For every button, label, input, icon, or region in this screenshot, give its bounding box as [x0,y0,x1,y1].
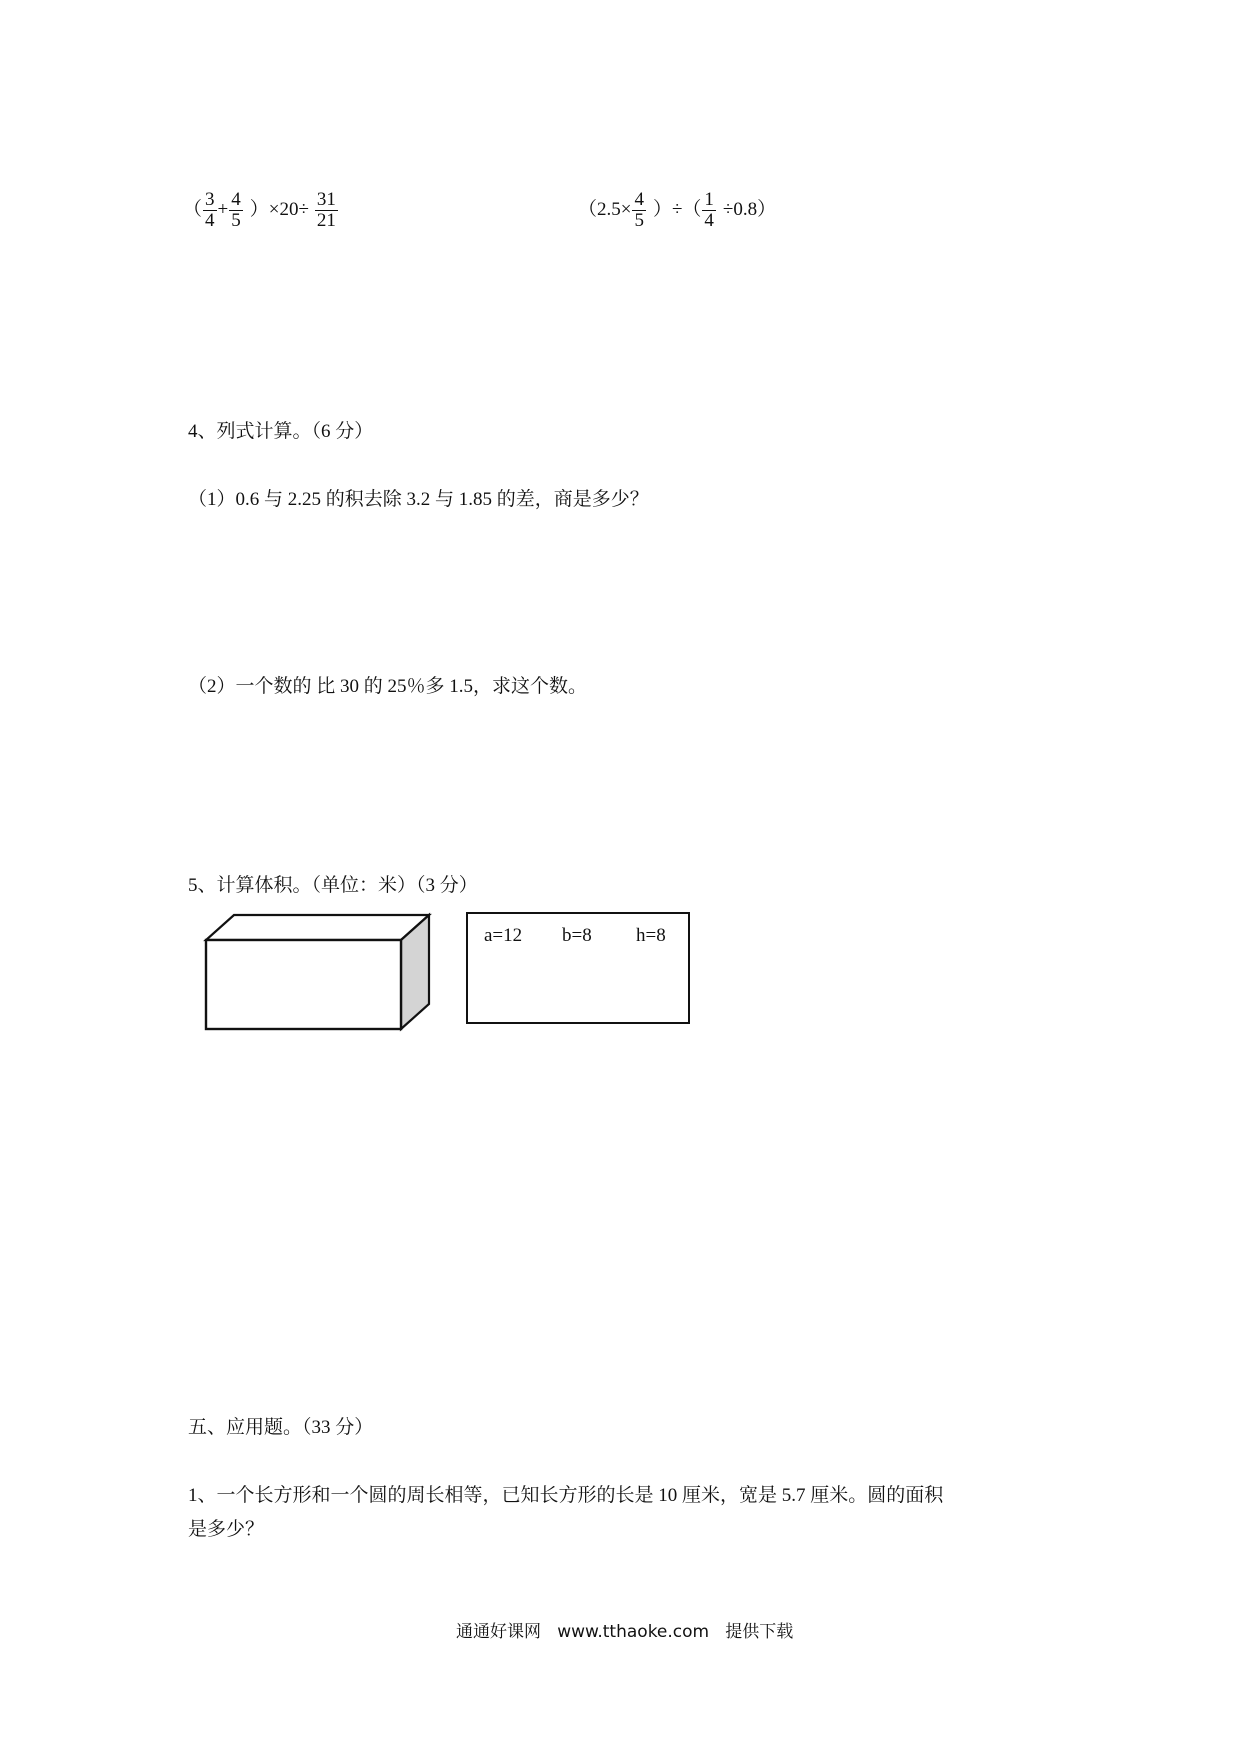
cuboid-figure [200,905,440,1035]
dimension-h: h=8 [636,925,666,946]
cuboid-top-face [206,915,429,940]
dimension-b: b=8 [562,925,592,946]
part-5-heading: 五、应用题。（33 分） [188,1417,374,1438]
dimensions-box [466,912,690,1024]
fraction-4-5: $\frac{4}{5}$ [231,189,241,231]
section-4-question-1: （1）0.6 与 2.25 的积去除 3.2 与 1.85 的差，商是多少？ [188,489,649,510]
expr2-mid: ）÷（ [652,198,702,220]
section-5-heading: 5、计算体积。（单位：米）（3 分） [188,875,478,896]
expr1-plus: + [217,198,229,220]
fraction-31-21: $\frac{31}{21}$ [316,189,336,231]
part-5-question-1-line-2: 是多少？ [188,1519,265,1540]
expression-1 [183,190,339,231]
expression-2 [578,190,776,231]
expr2-open: （2.5× [578,198,632,220]
fraction-1-4: $\frac{1}{4}$ [704,189,714,231]
section-4-heading: 4、列式计算。（6 分） [188,421,374,442]
cuboid-front-face [206,940,401,1029]
fraction-4-5-b: $\frac{4}{5}$ [634,189,644,231]
footer-text: 通通好课网 www.tthaoke.com 提供下载 [456,1622,794,1642]
part-5-question-1-line-1: 1、一个长方形和一个圆的周长相等，已知长方形的长是 10 厘米，宽是 5.7 厘米。圆的面积 [188,1485,944,1506]
section-4-question-2: （2）一个数的 比 30 的 25％多 1.5，求这个数。 [188,676,588,697]
fraction-3-4: $\frac{3}{4}$ [205,189,215,231]
expr2-end: ÷0.8） [722,198,777,220]
dimension-a: a=12 [484,925,523,946]
expr1-open: （ [183,198,203,220]
expr1-mid: ）×20÷ [249,198,309,220]
